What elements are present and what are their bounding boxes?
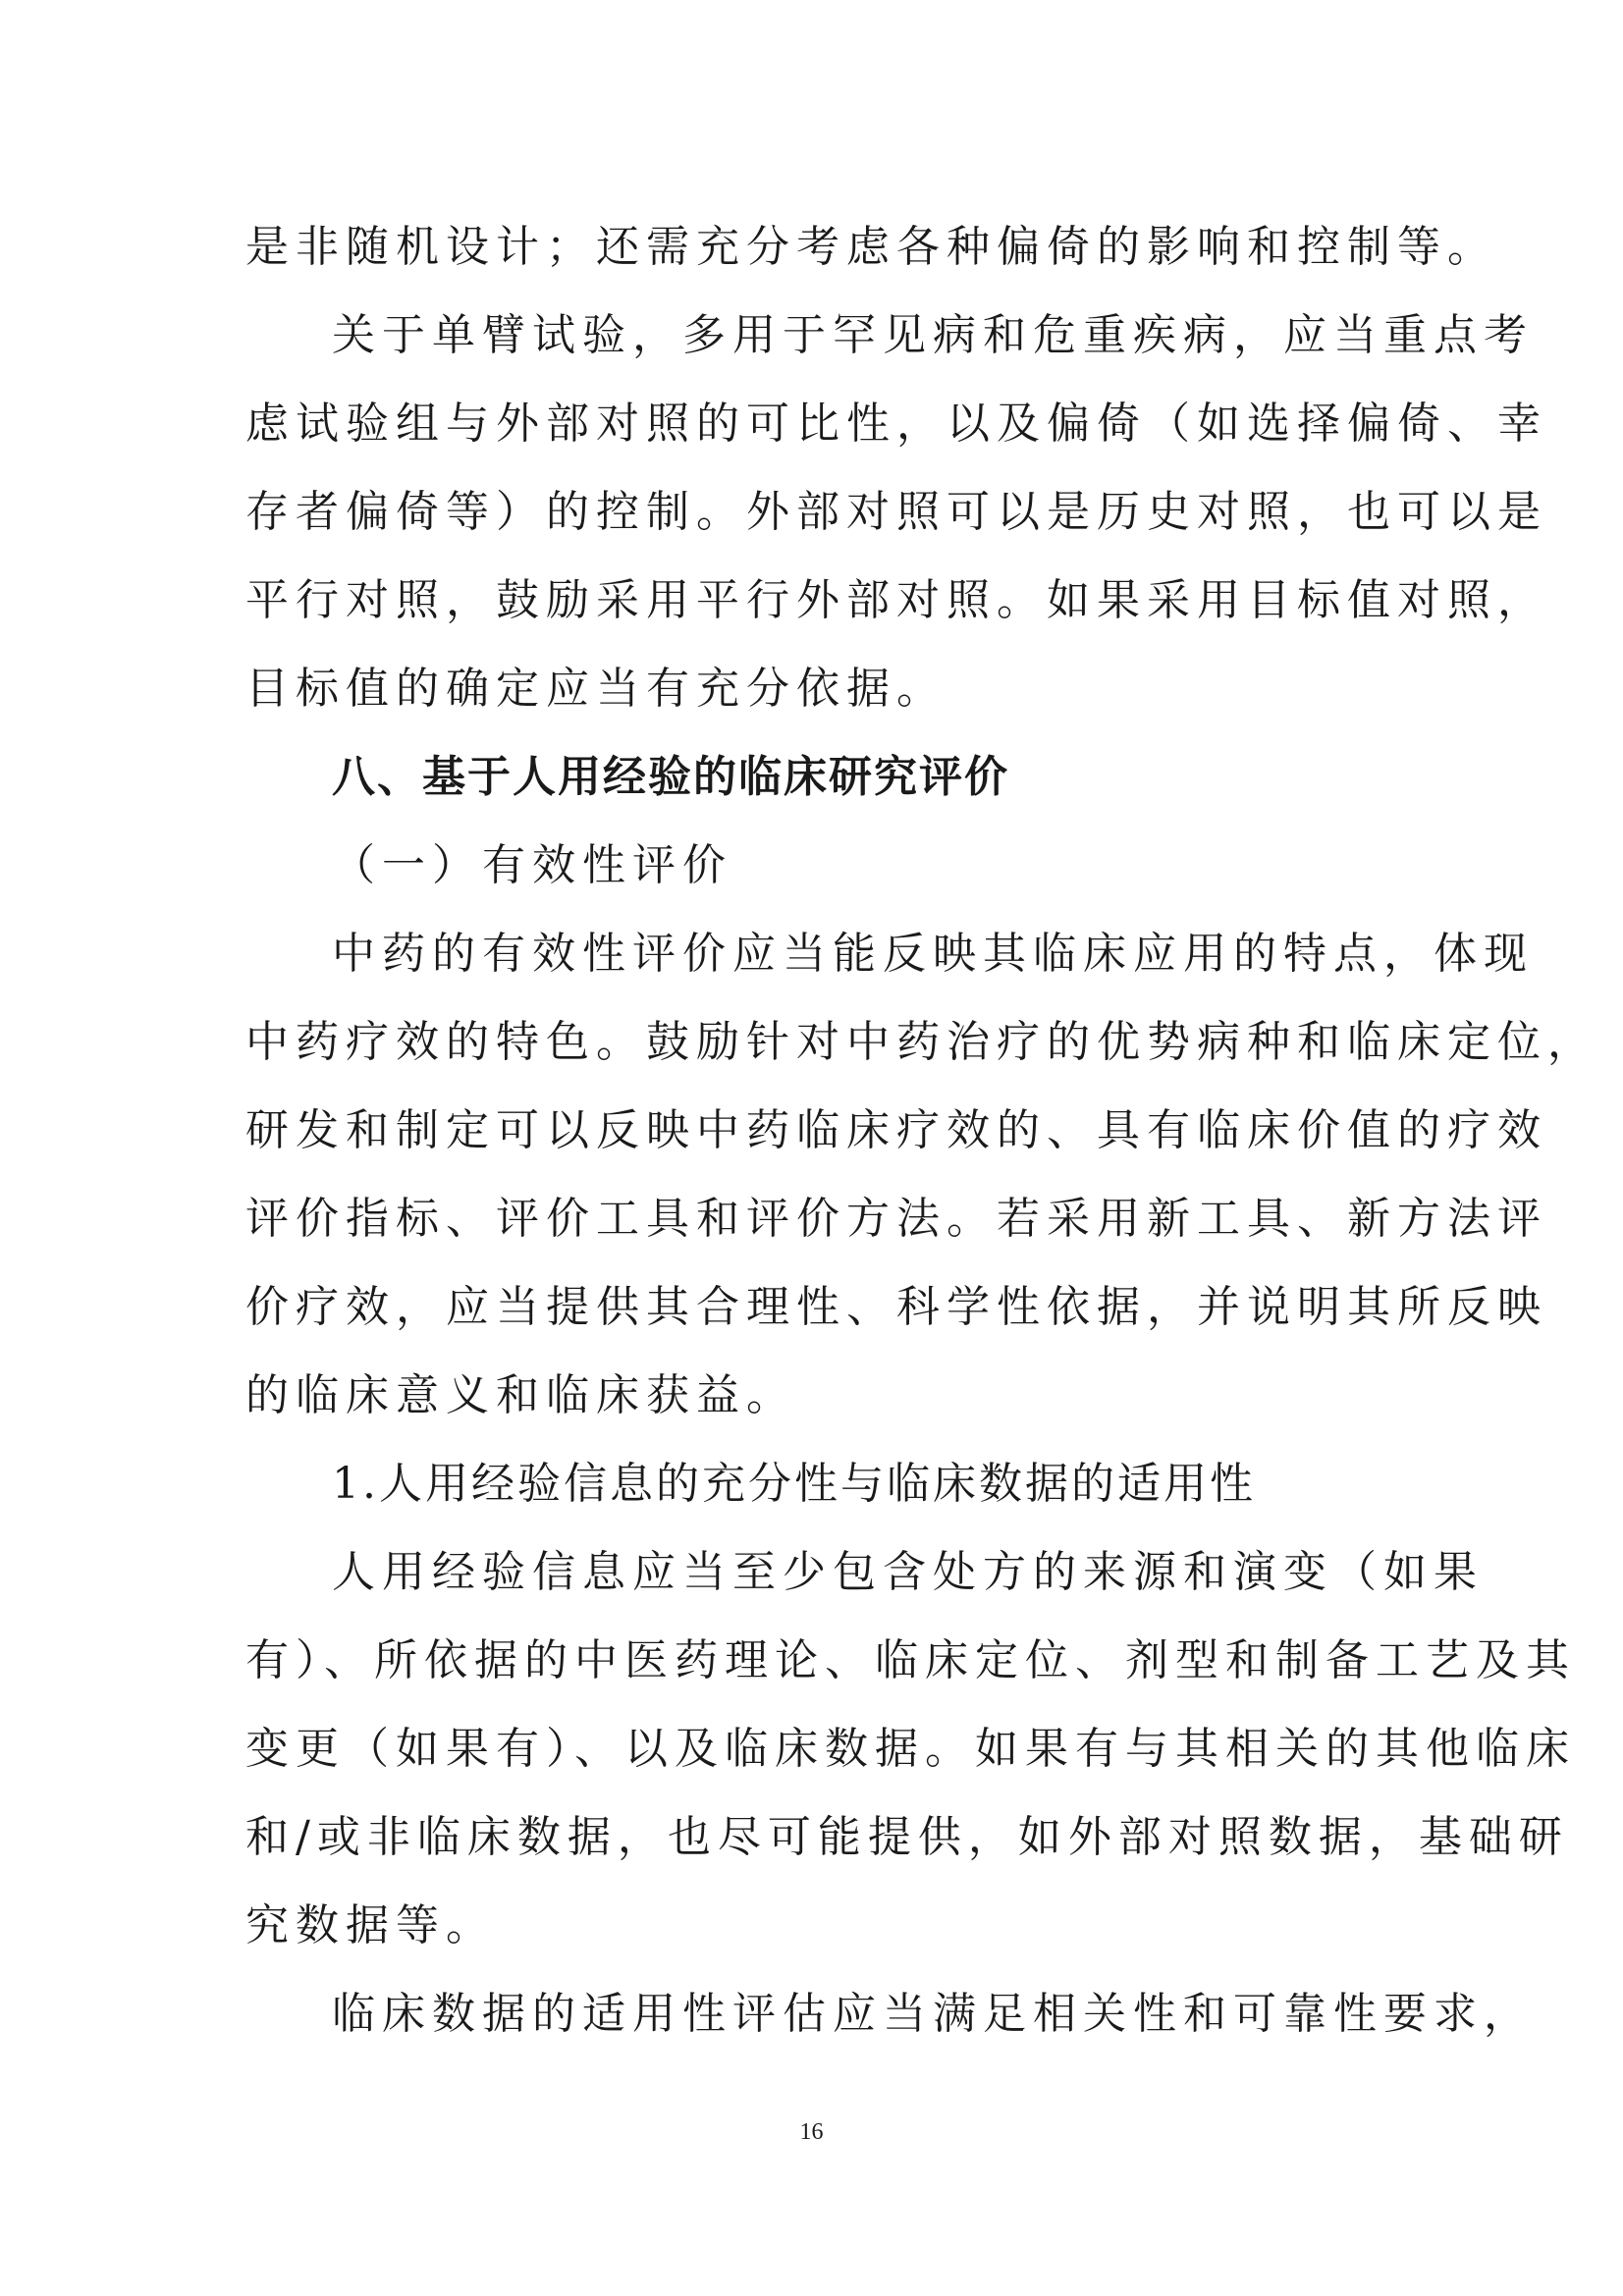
page-number: 16 bbox=[799, 2119, 824, 2145]
body-text-line: 目标值的确定应当有充分依据。 bbox=[245, 664, 947, 714]
subsection-heading: （一）有效性评价 bbox=[332, 840, 732, 890]
body-text-line: 究数据等。 bbox=[245, 1900, 496, 1950]
body-text-line: 存者偏倚等）的控制。外部对照可以是历史对照，也可以是 bbox=[245, 487, 1547, 537]
body-text-line: 评价指标、评价工具和评价方法。若采用新工具、新方法评 bbox=[245, 1194, 1547, 1244]
paragraph-first-line: 人用经验信息应当至少包含处方的来源和演变（如果 bbox=[332, 1547, 1484, 1597]
body-text-line: 有）、所依据的中医药理论、临床定位、剂型和制备工艺及其 bbox=[245, 1635, 1576, 1685]
section-heading: 八、基于人用经验的临床研究评价 bbox=[332, 752, 1009, 802]
paragraph-first-line: 关于单臂试验，多用于罕见病和危重疾病，应当重点考 bbox=[332, 310, 1534, 360]
body-text-line: 价疗效，应当提供其合理性、科学性依据，并说明其所反映 bbox=[245, 1282, 1547, 1332]
body-text-line: 研发和制定可以反映中药临床疗效的、具有临床价值的疗效 bbox=[245, 1105, 1547, 1155]
paragraph-first-line: 临床数据的适用性评估应当满足相关性和可靠性要求， bbox=[332, 1989, 1534, 2039]
body-text-line: 虑试验组与外部对照的可比性，以及偏倚（如选择偏倚、幸 bbox=[245, 399, 1547, 449]
body-text-line: 的临床意义和临床获益。 bbox=[245, 1370, 796, 1420]
body-text-line: 是非随机设计；还需充分考虑各种偏倚的影响和控制等。 bbox=[245, 222, 1497, 272]
body-text-line: 和/或非临床数据，也尽可能提供，如外部对照数据，基础研 bbox=[245, 1812, 1569, 1862]
numbered-subheading: 1.人用经验信息的充分性与临床数据的适用性 bbox=[332, 1459, 1256, 1509]
body-text-line: 中药疗效的特色。鼓励针对中药治疗的优势病种和临床定位， bbox=[245, 1017, 1597, 1067]
body-text-line: 平行对照，鼓励采用平行外部对照。如果采用目标值对照， bbox=[245, 575, 1547, 625]
paragraph-first-line: 中药的有效性评价应当能反映其临床应用的特点，体现 bbox=[332, 929, 1534, 979]
body-text-line: 变更（如果有）、以及临床数据。如果有与其相关的其他临床 bbox=[245, 1724, 1576, 1774]
